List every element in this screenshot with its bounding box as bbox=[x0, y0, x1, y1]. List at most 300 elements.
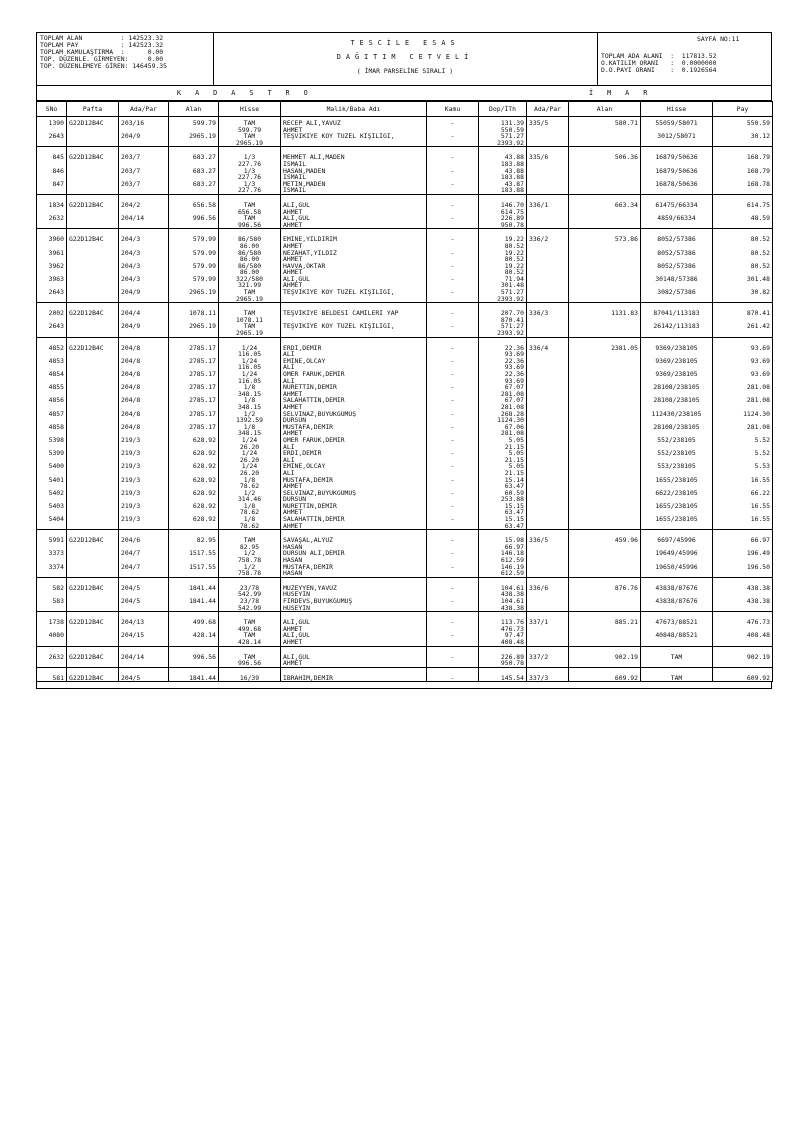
table-cell bbox=[641, 256, 713, 263]
table-cell bbox=[641, 317, 713, 324]
table-cell bbox=[713, 444, 773, 451]
table-cell: 203/7 bbox=[119, 168, 169, 175]
table-cell bbox=[641, 303, 713, 311]
table-row-detail bbox=[37, 509, 773, 516]
table-cell: 204/2 bbox=[119, 202, 169, 209]
table-row bbox=[37, 120, 773, 127]
table-cell bbox=[527, 229, 569, 237]
table-cell: - bbox=[427, 133, 479, 140]
table-cell: 4856 bbox=[37, 397, 67, 404]
table-cell: - bbox=[427, 215, 479, 222]
table-cell bbox=[169, 530, 219, 538]
table-cell: 203/7 bbox=[119, 181, 169, 188]
table-cell bbox=[479, 147, 527, 155]
table-cell bbox=[569, 509, 641, 516]
table-cell bbox=[281, 147, 427, 155]
table-row-detail bbox=[37, 404, 773, 411]
table-row-detail bbox=[37, 557, 773, 564]
table-cell: 683.27 bbox=[169, 154, 219, 161]
table-cell bbox=[569, 147, 641, 155]
totals-panel bbox=[37, 33, 214, 85]
table-cell bbox=[527, 147, 569, 155]
table-cell bbox=[569, 391, 641, 398]
table-cell: 28108/238105 bbox=[641, 384, 713, 391]
table-cell: 67.07 bbox=[479, 397, 527, 404]
table-cell bbox=[569, 626, 641, 633]
table-cell bbox=[169, 256, 219, 263]
total-share-line: TOPLAM PAY : 142523.32 bbox=[40, 41, 164, 49]
table-cell bbox=[569, 577, 641, 585]
table-cell bbox=[569, 351, 641, 358]
table-cell bbox=[67, 404, 119, 411]
table-cell: 2393.92 bbox=[479, 296, 527, 303]
table-cell bbox=[569, 187, 641, 194]
table-cell bbox=[219, 667, 281, 675]
table-cell: 301.48 bbox=[479, 282, 527, 289]
table-cell: 8052/57386 bbox=[641, 250, 713, 257]
table-cell bbox=[527, 444, 569, 451]
table-cell: MUSTAFA,DEMİR bbox=[281, 564, 427, 571]
table-cell: 16.55 bbox=[713, 477, 773, 484]
table-cell bbox=[37, 577, 67, 585]
table-cell bbox=[713, 147, 773, 155]
table-cell: 80.52 bbox=[479, 269, 527, 276]
table-cell: 219/3 bbox=[119, 516, 169, 523]
table-cell bbox=[713, 194, 773, 202]
table-cell: 581 bbox=[37, 675, 67, 682]
table-cell bbox=[479, 194, 527, 202]
table-cell: 337/1 bbox=[527, 619, 569, 626]
table-cell bbox=[569, 457, 641, 464]
table-cell: - bbox=[427, 236, 479, 243]
table-cell bbox=[569, 140, 641, 147]
table-cell bbox=[67, 222, 119, 229]
table-cell bbox=[427, 483, 479, 490]
table-cell: 66.22 bbox=[713, 490, 773, 497]
table-cell bbox=[641, 187, 713, 194]
table-cell bbox=[713, 269, 773, 276]
table-cell bbox=[527, 411, 569, 418]
table-cell: AHMET bbox=[281, 243, 427, 250]
table-cell bbox=[119, 222, 169, 229]
table-cell bbox=[527, 337, 569, 345]
table-row-detail bbox=[37, 483, 773, 490]
table-cell bbox=[427, 417, 479, 424]
table-cell: 1/24 bbox=[219, 371, 281, 378]
table-cell bbox=[641, 605, 713, 612]
table-row bbox=[37, 424, 773, 431]
table-cell bbox=[569, 550, 641, 557]
table-cell: G22D12B4C bbox=[67, 310, 119, 317]
table-cell bbox=[67, 470, 119, 477]
table-cell: 1834 bbox=[37, 202, 67, 209]
table-cell bbox=[169, 337, 219, 345]
participation-ratio-line: O.KATILIM ORANI : 0.0000000 bbox=[601, 59, 717, 67]
table-cell: 71.94 bbox=[479, 276, 527, 283]
table-cell bbox=[67, 591, 119, 598]
table-cell bbox=[527, 317, 569, 324]
table-cell bbox=[569, 133, 641, 140]
table-cell: 579.99 bbox=[169, 236, 219, 243]
table-cell: 1078.11 bbox=[219, 317, 281, 324]
table-cell: 86/580 bbox=[219, 250, 281, 257]
table-cell bbox=[527, 222, 569, 229]
table-cell bbox=[641, 243, 713, 250]
table-cell bbox=[219, 147, 281, 155]
table-cell bbox=[169, 243, 219, 250]
table-cell: NEZAHAT,YILDIZ bbox=[281, 250, 427, 257]
table-cell: 82.95 bbox=[169, 537, 219, 544]
table-cell: G22D12B4C bbox=[67, 236, 119, 243]
table-cell bbox=[67, 397, 119, 404]
table-cell bbox=[713, 351, 773, 358]
table-cell: 22.36 bbox=[479, 345, 527, 352]
table-cell bbox=[427, 646, 479, 654]
table-cell bbox=[479, 229, 527, 237]
table-cell bbox=[37, 417, 67, 424]
spacer-row bbox=[37, 337, 773, 345]
table-cell: 281.08 bbox=[479, 430, 527, 437]
table-cell: 876.76 bbox=[569, 585, 641, 592]
table-cell bbox=[569, 209, 641, 216]
table-cell bbox=[527, 516, 569, 523]
table-cell: TAM bbox=[219, 133, 281, 140]
table-cell bbox=[169, 444, 219, 451]
table-cell: 2785.17 bbox=[169, 371, 219, 378]
table-cell bbox=[527, 276, 569, 283]
table-cell bbox=[67, 276, 119, 283]
table-cell: 146.18 bbox=[479, 550, 527, 557]
table-cell bbox=[119, 269, 169, 276]
table-cell bbox=[713, 127, 773, 134]
table-cell: 5401 bbox=[37, 477, 67, 484]
table-cell: 204/8 bbox=[119, 397, 169, 404]
table-row-detail bbox=[37, 605, 773, 612]
table-cell bbox=[281, 577, 427, 585]
table-cell bbox=[713, 303, 773, 311]
table-cell bbox=[713, 530, 773, 538]
table-cell: 2002 bbox=[37, 310, 67, 317]
table-cell: 15.14 bbox=[479, 477, 527, 484]
table-cell: 19650/45996 bbox=[641, 564, 713, 571]
table-cell bbox=[527, 256, 569, 263]
table-row bbox=[37, 289, 773, 296]
table-cell bbox=[713, 417, 773, 424]
table-cell bbox=[569, 564, 641, 571]
table-cell bbox=[569, 646, 641, 654]
table-cell bbox=[527, 194, 569, 202]
table-cell: TEŞVİKİYE KÖY TÜZEL KİŞİLİĞİ, bbox=[281, 323, 427, 330]
table-cell bbox=[67, 570, 119, 577]
table-cell bbox=[427, 570, 479, 577]
table-cell bbox=[713, 337, 773, 345]
table-cell: 1/24 bbox=[219, 437, 281, 444]
table-cell: 204/8 bbox=[119, 358, 169, 365]
table-cell bbox=[641, 296, 713, 303]
table-cell: - bbox=[427, 384, 479, 391]
table-cell bbox=[569, 411, 641, 418]
table-cell bbox=[119, 483, 169, 490]
table-cell bbox=[527, 544, 569, 551]
table-cell: 80.52 bbox=[479, 243, 527, 250]
table-cell: 2643 bbox=[37, 323, 67, 330]
table-cell: 506.36 bbox=[569, 154, 641, 161]
table-cell bbox=[67, 282, 119, 289]
table-row bbox=[37, 550, 773, 557]
table-cell: 9369/238105 bbox=[641, 358, 713, 365]
table-cell bbox=[67, 323, 119, 330]
table-cell bbox=[119, 229, 169, 237]
table-row bbox=[37, 537, 773, 544]
table-cell bbox=[569, 544, 641, 551]
table-row-detail bbox=[37, 523, 773, 530]
table-cell bbox=[169, 194, 219, 202]
spacer-row bbox=[37, 530, 773, 538]
table-cell bbox=[37, 194, 67, 202]
table-cell bbox=[427, 330, 479, 337]
table-cell bbox=[67, 411, 119, 418]
table-row bbox=[37, 503, 773, 510]
table-cell: - bbox=[427, 120, 479, 127]
table-row-detail bbox=[37, 187, 773, 194]
table-cell: - bbox=[427, 276, 479, 283]
table-cell: 438.38 bbox=[479, 605, 527, 612]
table-cell: TAM bbox=[219, 310, 281, 317]
table-cell: 19.22 bbox=[479, 250, 527, 257]
table-cell: MEHMET ALİ,MADEN bbox=[281, 154, 427, 161]
table-cell bbox=[427, 577, 479, 585]
table-cell: 5.05 bbox=[479, 437, 527, 444]
table-cell bbox=[67, 424, 119, 431]
table-cell: 196.49 bbox=[713, 550, 773, 557]
table-cell bbox=[37, 303, 67, 311]
table-cell: 1124.30 bbox=[479, 417, 527, 424]
table-cell bbox=[527, 591, 569, 598]
table-cell bbox=[569, 404, 641, 411]
distribution-sheet bbox=[36, 32, 772, 689]
table-row-detail bbox=[37, 174, 773, 181]
table-cell: 227.76 bbox=[219, 174, 281, 181]
table-cell: - bbox=[427, 323, 479, 330]
table-cell bbox=[219, 530, 281, 538]
table-cell bbox=[427, 667, 479, 675]
table-cell bbox=[527, 490, 569, 497]
table-cell bbox=[119, 140, 169, 147]
table-cell: EMİNE,OLCAY bbox=[281, 358, 427, 365]
table-cell bbox=[67, 605, 119, 612]
table-cell: 1517.55 bbox=[169, 564, 219, 571]
table-cell: 16878/50636 bbox=[641, 181, 713, 188]
table-cell bbox=[527, 378, 569, 385]
table-cell bbox=[119, 577, 169, 585]
table-cell bbox=[427, 626, 479, 633]
table-cell: 550.59 bbox=[479, 127, 527, 134]
table-cell bbox=[119, 282, 169, 289]
table-cell bbox=[169, 317, 219, 324]
table-cell: 48.59 bbox=[713, 215, 773, 222]
table-cell: 26142/113183 bbox=[641, 323, 713, 330]
table-cell bbox=[527, 323, 569, 330]
table-cell: METİN,MADEN bbox=[281, 181, 427, 188]
table-cell: 5.52 bbox=[713, 450, 773, 457]
table-cell: 43838/87676 bbox=[641, 598, 713, 605]
report-sort-note: ( İMAR PARSELİNE SIRALI ) bbox=[356, 67, 454, 75]
table-cell bbox=[569, 276, 641, 283]
table-cell: 5404 bbox=[37, 516, 67, 523]
table-cell bbox=[569, 516, 641, 523]
table-row-detail bbox=[37, 391, 773, 398]
table-cell bbox=[169, 127, 219, 134]
table-cell: 204/8 bbox=[119, 424, 169, 431]
table-cell: - bbox=[427, 397, 479, 404]
table-cell: HASAN bbox=[281, 544, 427, 551]
table-cell bbox=[527, 289, 569, 296]
table-cell bbox=[713, 187, 773, 194]
table-cell: 408.48 bbox=[713, 632, 773, 639]
table-cell bbox=[427, 639, 479, 646]
table-cell bbox=[641, 667, 713, 675]
spacer-row bbox=[37, 194, 773, 202]
table-cell: 219/3 bbox=[119, 503, 169, 510]
table-cell bbox=[569, 289, 641, 296]
not-included-line: TOP. DÜZENLE. GİRMEYEN: 0.00 bbox=[40, 55, 164, 63]
table-cell: MÜZEYYEN,YAVUZ bbox=[281, 585, 427, 592]
table-cell bbox=[641, 194, 713, 202]
table-cell: 599.79 bbox=[169, 120, 219, 127]
table-cell bbox=[713, 256, 773, 263]
table-cell bbox=[67, 187, 119, 194]
table-cell: 476.73 bbox=[713, 619, 773, 626]
table-cell: EMİNE,YILDIRIM bbox=[281, 236, 427, 243]
table-cell: İSMAİL bbox=[281, 161, 427, 168]
report-title: TESCİLE ESAS bbox=[350, 39, 460, 47]
column-header: Pay bbox=[713, 102, 773, 117]
table-cell: 628.92 bbox=[169, 503, 219, 510]
table-row-detail bbox=[37, 457, 773, 464]
table-cell bbox=[427, 557, 479, 564]
table-cell bbox=[427, 296, 479, 303]
table-cell bbox=[169, 303, 219, 311]
table-cell bbox=[713, 222, 773, 229]
table-cell: MUSTAFA,DEMİR bbox=[281, 477, 427, 484]
table-cell bbox=[427, 256, 479, 263]
table-cell: 86/580 bbox=[219, 263, 281, 270]
table-cell bbox=[527, 557, 569, 564]
table-cell bbox=[569, 243, 641, 250]
table-row bbox=[37, 598, 773, 605]
table-cell: 204/9 bbox=[119, 323, 169, 330]
table-cell: 1/2 bbox=[219, 564, 281, 571]
table-cell: 476.73 bbox=[479, 626, 527, 633]
table-row bbox=[37, 181, 773, 188]
table-cell bbox=[527, 181, 569, 188]
table-cell: 23/78 bbox=[219, 585, 281, 592]
table-cell bbox=[169, 544, 219, 551]
table-cell: ALİ,GÜL bbox=[281, 202, 427, 209]
table-cell bbox=[527, 477, 569, 484]
table-cell bbox=[527, 330, 569, 337]
table-cell bbox=[219, 303, 281, 311]
table-cell: 656.58 bbox=[169, 202, 219, 209]
table-cell bbox=[67, 503, 119, 510]
table-cell bbox=[527, 424, 569, 431]
table-cell bbox=[67, 483, 119, 490]
table-cell bbox=[641, 330, 713, 337]
table-cell: ALİ bbox=[281, 351, 427, 358]
table-cell bbox=[641, 269, 713, 276]
table-cell bbox=[641, 509, 713, 516]
table-cell bbox=[527, 215, 569, 222]
table-cell: 26.20 bbox=[219, 470, 281, 477]
table-cell: 1131.83 bbox=[569, 310, 641, 317]
table-cell bbox=[569, 612, 641, 620]
table-cell bbox=[281, 646, 427, 654]
table-cell: 93.69 bbox=[713, 371, 773, 378]
table-cell: 23/78 bbox=[219, 598, 281, 605]
table-cell: - bbox=[427, 490, 479, 497]
table-row-detail bbox=[37, 222, 773, 229]
table-cell bbox=[569, 470, 641, 477]
table-cell bbox=[427, 351, 479, 358]
table-cell: 1/8 bbox=[219, 503, 281, 510]
table-cell bbox=[119, 544, 169, 551]
table-cell: 9369/238105 bbox=[641, 371, 713, 378]
table-row bbox=[37, 477, 773, 484]
table-cell bbox=[527, 550, 569, 557]
table-cell: 579.99 bbox=[169, 276, 219, 283]
table-cell bbox=[713, 523, 773, 530]
table-cell bbox=[67, 457, 119, 464]
table-cell bbox=[281, 530, 427, 538]
table-cell: 428.14 bbox=[219, 639, 281, 646]
table-cell bbox=[641, 544, 713, 551]
table-row-detail bbox=[37, 430, 773, 437]
table-cell: TAM bbox=[219, 323, 281, 330]
table-cell: 86/580 bbox=[219, 236, 281, 243]
table-cell: 950.78 bbox=[479, 660, 527, 667]
table-cell: 145.54 bbox=[479, 675, 527, 682]
table-cell: 1655/238105 bbox=[641, 503, 713, 510]
table-cell bbox=[169, 591, 219, 598]
table-cell bbox=[119, 391, 169, 398]
table-cell: ALİ bbox=[281, 364, 427, 371]
table-row-detail bbox=[37, 660, 773, 667]
table-cell: 67.07 bbox=[479, 384, 527, 391]
column-header: Hisse bbox=[219, 102, 281, 117]
table-cell bbox=[427, 147, 479, 155]
table-cell bbox=[641, 626, 713, 633]
table-cell: 1/24 bbox=[219, 358, 281, 365]
table-cell: 2785.17 bbox=[169, 411, 219, 418]
table-cell: G22D12B4C bbox=[67, 675, 119, 682]
table-row bbox=[37, 263, 773, 270]
table-cell bbox=[427, 660, 479, 667]
table-cell bbox=[67, 530, 119, 538]
table-cell bbox=[427, 303, 479, 311]
table-cell bbox=[119, 147, 169, 155]
table-cell bbox=[169, 174, 219, 181]
table-row bbox=[37, 384, 773, 391]
table-cell bbox=[219, 612, 281, 620]
table-cell bbox=[67, 263, 119, 270]
table-cell bbox=[119, 646, 169, 654]
table-cell: 204/6 bbox=[119, 537, 169, 544]
table-row-detail bbox=[37, 209, 773, 216]
table-cell: 8052/57386 bbox=[641, 263, 713, 270]
table-cell: TAM bbox=[219, 289, 281, 296]
table-cell: 203/16 bbox=[119, 120, 169, 127]
table-cell: 43.88 bbox=[479, 154, 527, 161]
